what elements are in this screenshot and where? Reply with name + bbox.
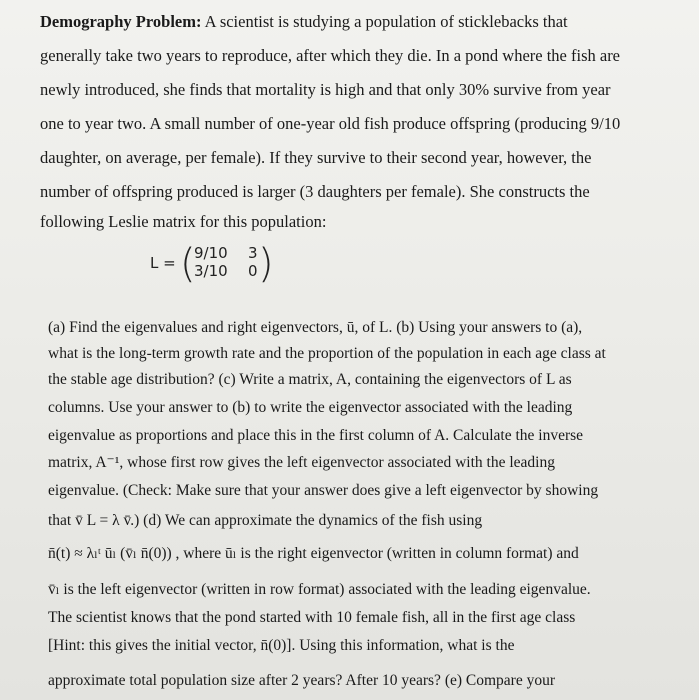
matrix-cell-11: 9/10 <box>194 244 228 262</box>
matrix-label: L = <box>150 254 176 272</box>
matrix-cell-21: 3/10 <box>194 262 228 280</box>
question-line-3: the stable age distribution? (c) Write a matrix, A, containing the eigenvectors of L as <box>48 371 572 388</box>
intro-line-3: newly introduced, she finds that mortality is high and that only 30% survive from year <box>40 80 611 99</box>
question-line-10: v̄ₗ is the left eigenvector (written in row format) associated with the leading eigenvalue. <box>48 581 591 598</box>
left-paren: ( <box>180 241 196 287</box>
question-line-11: The scientist knows that the pond started with 10 female fish, all in the first age class <box>48 609 576 626</box>
intro-line-2: generally take two years to reproduce, after which they die. In a pond where the fish are <box>40 46 621 65</box>
question-line-1: (a) Find the eigenvalues and right eigenvectors, ū, of L. (b) Using your answers to (a), <box>48 319 583 336</box>
right-paren: ) <box>258 241 274 287</box>
intro-line-1: Demography Problem: A scientist is studying a population of sticklebacks that <box>40 12 568 31</box>
intro-line-6: number of offspring produced is larger (3 daughters per female). She constructs the <box>40 182 590 201</box>
question-line-13: approximate total population size after 2 years? After 10 years? (e) Compare your <box>48 672 555 689</box>
question-line-2: what is the long-term growth rate and the proportion of the population in each age class at <box>48 345 606 362</box>
question-line-7: eigenvalue. (Check: Make sure that your answer does give a left eigenvector by showing <box>48 482 599 499</box>
problem-title: Demography Problem: <box>40 12 202 31</box>
intro-line-4: one to year two. A small number of one-year old fish produce offspring (producing 9/10 <box>40 114 621 133</box>
matrix-cell-22: 0 <box>248 262 258 280</box>
question-line-9: n̄(t) ≈ λₗᵗ ūₗ (v̄ₗ n̄(0)) , where ūₗ is the right eigenvector (written in column format) and <box>48 545 579 562</box>
intro-line-7: following Leslie matrix for this population: <box>40 212 327 231</box>
question-line-5: eigenvalue as proportions and place this in the first column of A. Calculate the inverse <box>48 427 584 444</box>
question-line-4: columns. Use your answer to (b) to write the eigenvector associated with the leading <box>48 399 573 416</box>
question-line-12: [Hint: this gives the initial vector, n̄(0)]. Using this information, what is the <box>48 637 515 654</box>
matrix-cell-12: 3 <box>248 244 258 262</box>
question-line-6: matrix, A⁻¹, whose first row gives the left eigenvector associated with the leading <box>48 454 555 471</box>
question-line-8: that v̄ L = λ v̄.) (d) We can approximate the dynamics of the fish using <box>48 512 483 529</box>
intro-line-5: daughter, on average, per female). If they survive to their second year, however, the <box>40 148 592 167</box>
